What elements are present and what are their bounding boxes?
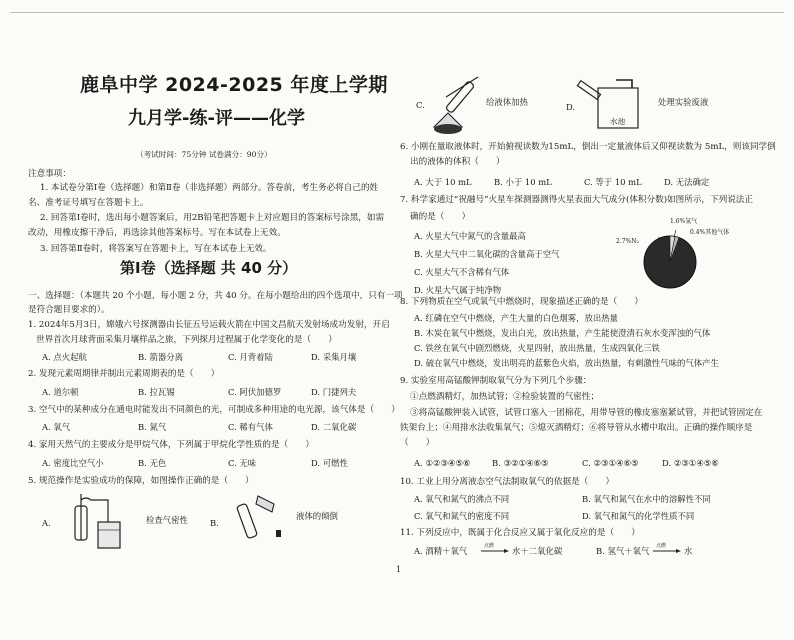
page-number: 1 <box>396 565 402 574</box>
reaction-arrow-icon <box>652 548 682 554</box>
question-stem: ③将高锰酸钾装入试管，试管口塞入一团棉花，用带导管的橡皮塞塞紧试管，并把试管固定在 <box>410 408 763 418</box>
liquid-pouring-figure <box>228 490 288 550</box>
option-d: D. 采集月壤 <box>311 352 357 362</box>
question-stem: 6. 小刚在量取液体时，开始俯视读数为15mL，倒出一定量液体后又仰视读数为 5mL，则该同学倒 <box>400 142 776 152</box>
section-intro: 一、选择题：（本题共 20 个小题，每小题 2 分，共 40 分。在每小题给出的四个选项中，只有一项 <box>28 291 403 301</box>
option-d: D. 火星大气属于纯净物 <box>414 285 502 295</box>
pie-label-nitrogen: 2.7%N₂ <box>616 238 639 245</box>
option-a: A. 密度比空气小 <box>42 458 104 468</box>
question-stem: 9. 实验室用高锰酸钾制取氧气分为下列几个步骤： <box>400 376 592 386</box>
option-a: A. 大于 10 mL <box>414 177 472 187</box>
note-line: 名、准考证号填写在答题卡上。 <box>28 198 149 208</box>
reaction-arrow-icon <box>480 548 510 554</box>
note-line: 改动，用橡皮擦干净后，再选涂其他答案标号。写在本试卷上无效。 <box>28 228 286 238</box>
option-c: C. 月背着陆 <box>228 352 273 362</box>
option-a: A. ①②③④⑤⑥ <box>414 458 471 468</box>
figure-caption-d: 处理实验废液 <box>658 97 709 107</box>
option-a-product: 水＋二氧化碳 <box>512 546 563 556</box>
section-intro: 是符合题目要求的）。 <box>28 305 110 315</box>
note-line: 1. 本试卷分第Ⅰ卷（选择题）和第Ⅱ卷（非选择题）两部分。答卷前，考生务必将自己的姓 <box>40 183 379 193</box>
figure-label-b: B. <box>210 518 219 528</box>
option-b: B. 无色 <box>138 458 167 468</box>
section-title: 第Ⅰ卷（选择题 共 40 分） <box>120 259 298 277</box>
question-stem: 11. 下列反应中，既属于化合反应又属于氧化反应的是（ ） <box>400 528 640 538</box>
figure-label-c: C. <box>416 100 425 110</box>
option-a: A. 点火起航 <box>42 352 87 362</box>
figure-label-a: A. <box>42 518 51 528</box>
option-d: D. 无法确定 <box>664 177 710 187</box>
option-c: C. ②③①④⑥⑤ <box>582 458 639 468</box>
option-b: B. 箭器分离 <box>138 352 183 362</box>
page-subtitle: 九月学-练-评——化学 <box>128 108 305 129</box>
heating-liquid-figure <box>426 75 490 137</box>
option-d: D. 门捷列夫 <box>311 387 357 397</box>
figure-caption-b: 液体的倾倒 <box>296 511 338 521</box>
question-stem: ①点燃酒精灯，加热试管；②检验装置的气密性； <box>410 392 600 402</box>
option-d: D. 可燃性 <box>311 458 348 468</box>
question-stem: 8. 下列物质在空气或氧气中燃烧时，现象描述正确的是（ ） <box>400 297 643 307</box>
option-a: A. 氧气和氮气的沸点不同 <box>414 494 510 504</box>
pie-label-argon: 1.6%氩气 <box>670 218 698 225</box>
option-c: C. 稀有气体 <box>228 422 273 432</box>
page-title: 鹿阜中学 2024-2025 年度上学期 <box>80 74 388 96</box>
option-c: C. 火星大气不含稀有气体 <box>414 267 510 277</box>
option-c: C. 无味 <box>228 458 257 468</box>
option-b: B. 小于 10 mL <box>494 177 552 187</box>
sink-label: 水池 <box>610 117 626 126</box>
figure-caption-a: 检查气密性 <box>146 515 188 525</box>
note-line: 2. 回答第Ⅰ卷时，选出每小题答案后，用2B铅笔把答题卡上对应题目的答案标号涂黑，如需 <box>40 213 385 223</box>
reaction-condition: 点燃 <box>656 543 667 549</box>
question-stem: 3. 空气中的某种成分在通电时能发出不同颜色的光，可制成多种用途的电光源，该气体是（ ） <box>28 405 400 415</box>
figure-label-d: D. <box>566 102 576 112</box>
option-d: D. 氧气和氮气的化学性质不同 <box>582 511 695 521</box>
question-stem: 世界首次月球背面采集月壤样品之旅，下列探月过程属于化学变化的是（ ） <box>36 335 337 345</box>
option-b: B. 拉瓦锡 <box>138 387 175 397</box>
top-border <box>10 12 784 13</box>
question-stem: 2. 发现元素周期律并制出元素周期表的是（ ） <box>28 369 220 379</box>
question-stem: 4. 家用天然气的主要成分是甲烷气体，下列属于甲烷化学性质的是（ ） <box>28 440 314 450</box>
option-c: C. 铁丝在氧气中剧烈燃烧，火星四射，放出热量，生成四氧化三铁 <box>414 343 660 353</box>
option-b: B. 火星大气中二氧化碳的含量高于空气 <box>414 249 560 259</box>
option-b: B. 氢气＋氧气 <box>596 546 650 556</box>
question-stem: 5. 规范操作是实验成功的保障，如图操作正确的是（ ） <box>28 476 254 486</box>
option-b: B. 氮气 <box>138 422 167 432</box>
option-b: B. ③②①④⑥⑤ <box>492 458 549 468</box>
reaction-condition: 点燃 <box>484 543 495 549</box>
option-b-product: 水 <box>684 546 693 556</box>
option-a: A. 道尔顿 <box>42 387 79 397</box>
option-d: D. 硫在氧气中燃烧，发出明亮的蓝紫色火焰，放出热量，有刺激性气味的气体产生 <box>414 358 719 368</box>
option-b: B. 木炭在氧气中燃烧，发出白光，放出热量，产生能使澄清石灰水变浑浊的气体 <box>414 328 711 338</box>
option-a: A. 氧气 <box>42 422 71 432</box>
option-a: A. 火星大气中氮气的含量最高 <box>414 231 526 241</box>
option-c: C. 阿伏加德罗 <box>228 387 282 397</box>
figure-caption-c: 给液体加热 <box>486 97 528 107</box>
question-stem: 铁架台上；④用排水法收集氧气；⑤熄灭酒精灯；⑥将导管从水槽中取出。正确的操作顺序是 <box>400 423 753 433</box>
option-d: D. 二氧化碳 <box>311 422 357 432</box>
option-b: B. 氧气和氮气在水中的溶解性不同 <box>582 494 711 504</box>
option-a: A. 红磷在空气中燃烧，产生大量的白色烟雾，放出热量 <box>414 313 618 323</box>
note-line: 3. 回答第Ⅱ卷时，将答案写在答题卡上，写在本试卷上无效。 <box>40 244 272 254</box>
question-stem: 出的液体的体积（ ） <box>410 157 505 167</box>
pie-label-other: 0.4%其他气体 <box>690 229 730 236</box>
option-c: C. 等于 10 mL <box>584 177 642 187</box>
question-stem: （ ） <box>400 438 435 448</box>
question-stem: 1. 2024年5月3日，嫦娥六号探测器由长征五号运载火箭在中国文昌航天发射场成功发射，开启 <box>28 320 390 330</box>
airtight-check-figure <box>66 492 136 552</box>
option-d: D. ②③①④⑤⑥ <box>662 458 719 468</box>
option-a: A. 酒精＋氧气 <box>414 546 468 556</box>
exam-info: （考试时间：75分钟 试卷满分：90分） <box>136 150 272 159</box>
notes-heading: 注意事项： <box>28 169 71 179</box>
question-stem: 确的是（ ） <box>410 212 471 222</box>
question-stem: 10. 工业上用分离液态空气法制取氧气的依据是（ ） <box>400 477 615 487</box>
question-stem: 7. 科学家通过“祝融号”火星车探测器测得火星表面大气成分(体积分数)如图所示，下列说法正 <box>400 195 753 205</box>
option-c: C. 氧气和氮气的密度不同 <box>414 511 510 521</box>
